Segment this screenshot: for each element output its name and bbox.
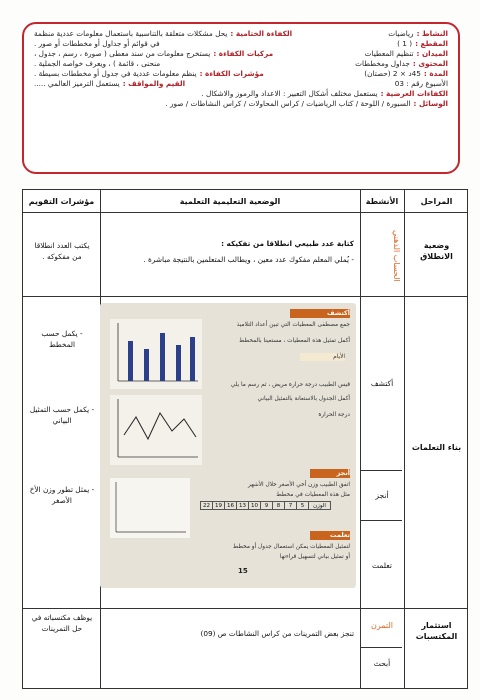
header-indicators: مؤشرات التقويم: [28, 196, 95, 206]
stage-invest: استثمار المكتسبات: [415, 621, 458, 641]
weight-table: 22 19 16 13 10 9 8 7 5 الوزن: [200, 501, 331, 510]
launch-title: كتابة عدد طبيعي انطلاقا من تفكيكه :: [221, 239, 354, 248]
activity-achieve: أنجز: [375, 491, 389, 500]
bar-chart-illustration: [110, 319, 202, 389]
achieve-heading: أنجز: [336, 469, 350, 477]
indicator-launch: يكتب العدد انطلاقا من مفكوكه .: [34, 241, 90, 261]
values-field: القيم والمواقف : يستعمل الترميز العالمي .....: [34, 79, 186, 88]
indicator-diagram: - يكمل حسب المخطط: [41, 329, 83, 349]
section-field: المقطع : ( 1 ): [397, 39, 448, 48]
indicators-field: مؤشرات الكفاءة : ينظم معلومات عددية في جدول أو مخططات بسيطة .: [34, 69, 264, 78]
discover-heading: أكتشف: [326, 309, 350, 317]
week-field: الأسبوع رقم : 03: [394, 79, 448, 88]
activity-mental: الحساب الذهني: [392, 230, 401, 282]
page-number: 15: [238, 567, 248, 575]
learn-heading: تعلمت: [329, 531, 350, 539]
header-situation: الوضعية التعليمية التعلمية: [179, 196, 281, 206]
textbook-page-photo: أكتشف جمع مصطفى المعطيات التي تبين أعداد التلاميذ أكمل تمثيل هذه المعطيات ، مستعينا بالمخطط الأيام قيس الطبيب درجة حرارة مريض ، ثم رسم ما يلي أكمل الجدول بالاستعانة بالتمثيل البياني درجة الحرارة أنجز اتفق الطبيب وزن أخي الأصغر خلال الأشهر مثل هذه المعطيات في مخطط 22 19 16 13 10 9 8 7 5 الوزن تعلمت لتمثيل المعطيات يمكن استعمال جدول أو مخطط أو تمثيل بياني لتسهيل قراءتها 15: [100, 303, 356, 588]
launch-description: - يُملي المعلم مفكوك عدد معين ، ويطالب المتعلمين بالنتيجة مباشرة .: [143, 255, 354, 264]
means-field: الوسائل : السبورة / اللوحة / كتاب الرياضيات / كراس المحاولات / كراس النشاطات / صور .: [165, 99, 448, 108]
cross-competencies-field: الكفاءات العرضية : يستعمل مختلف أشكال التعبير : الاعداد والرموز والاشكال .: [201, 89, 448, 98]
activity-learn: تعلمت: [372, 561, 392, 570]
final-competency-field: الكفاءة الختامية : يحل مشكلات متعلقة بالتناسبية باستعمال معلومات عددية منظمة: [34, 29, 293, 38]
domain-field: الميدان : تنظيم المعطيات: [364, 49, 448, 58]
grid-illustration: [110, 478, 190, 538]
activity-practice: التمرن: [371, 621, 393, 630]
activity-discover: أكتشف: [370, 379, 394, 388]
lesson-table: [22, 189, 468, 689]
header-stages: المراحل: [420, 196, 453, 206]
invest-description: تنجز بعض التمرينات من كراس النشاطات ص (09): [200, 629, 354, 638]
components-field: مركبات الكفاءة : يستخرج معلومات من سند معطى ( صورة ، رسم ، جدول ،: [34, 49, 274, 58]
line-chart-illustration: [110, 395, 202, 465]
header-activities: الأنشطة: [365, 196, 399, 206]
content-field: المحتوى : جداول ومخططات: [355, 59, 448, 68]
lesson-header-box: النشاط : رياضيات الكفاءة الختامية : يحل مشكلات متعلقة بالتناسبية باستعمال معلومات عددية منظمة المقطع : ( 1 ) في قوائم أو جداول أو مخططات أو صور . الميدان : تنظيم المعطيات مركبات الكفاءة : يستخرج معلومات من سند معطى ( صورة ، رسم ، جدول ، المحتوى : جداول ومخططات منحنى ، قائمة ) ، ويعرف خواصه الجملية . المدة : 45د × 2 (حصتان) مؤشرات الكفاءة : ينظم معلومات عددية في جدول أو مخططات بسيطة . الأسبوع رقم : 03 القيم والمواقف : يستعمل الترميز العالمي ..... الكفاءات العرضية : يستعمل مختلف أشكال التعبير : الاعداد والرموز والاشكال . الوسائل : السبورة / اللوحة / كتاب الرياضيات / كراس المحاولات / كراس النشاطات / صور .: [22, 22, 460, 174]
duration-field: المدة : 45د × 2 (حصتان): [364, 69, 448, 78]
stage-launch: وضعية الانطلاق: [420, 241, 453, 261]
stage-build: بناء التعلمات: [411, 443, 462, 452]
indicator-weight: - يمثل تطور وزن الأخ الأصغر: [29, 485, 95, 505]
indicator-invest: يوظف مكتسباته في حل التمرينات: [31, 613, 93, 633]
activity-field: النشاط : رياضيات: [388, 29, 448, 38]
activity-search: أبحث: [373, 659, 391, 668]
indicator-graph: - يكمل حسب التمثيل البياني: [29, 405, 95, 425]
